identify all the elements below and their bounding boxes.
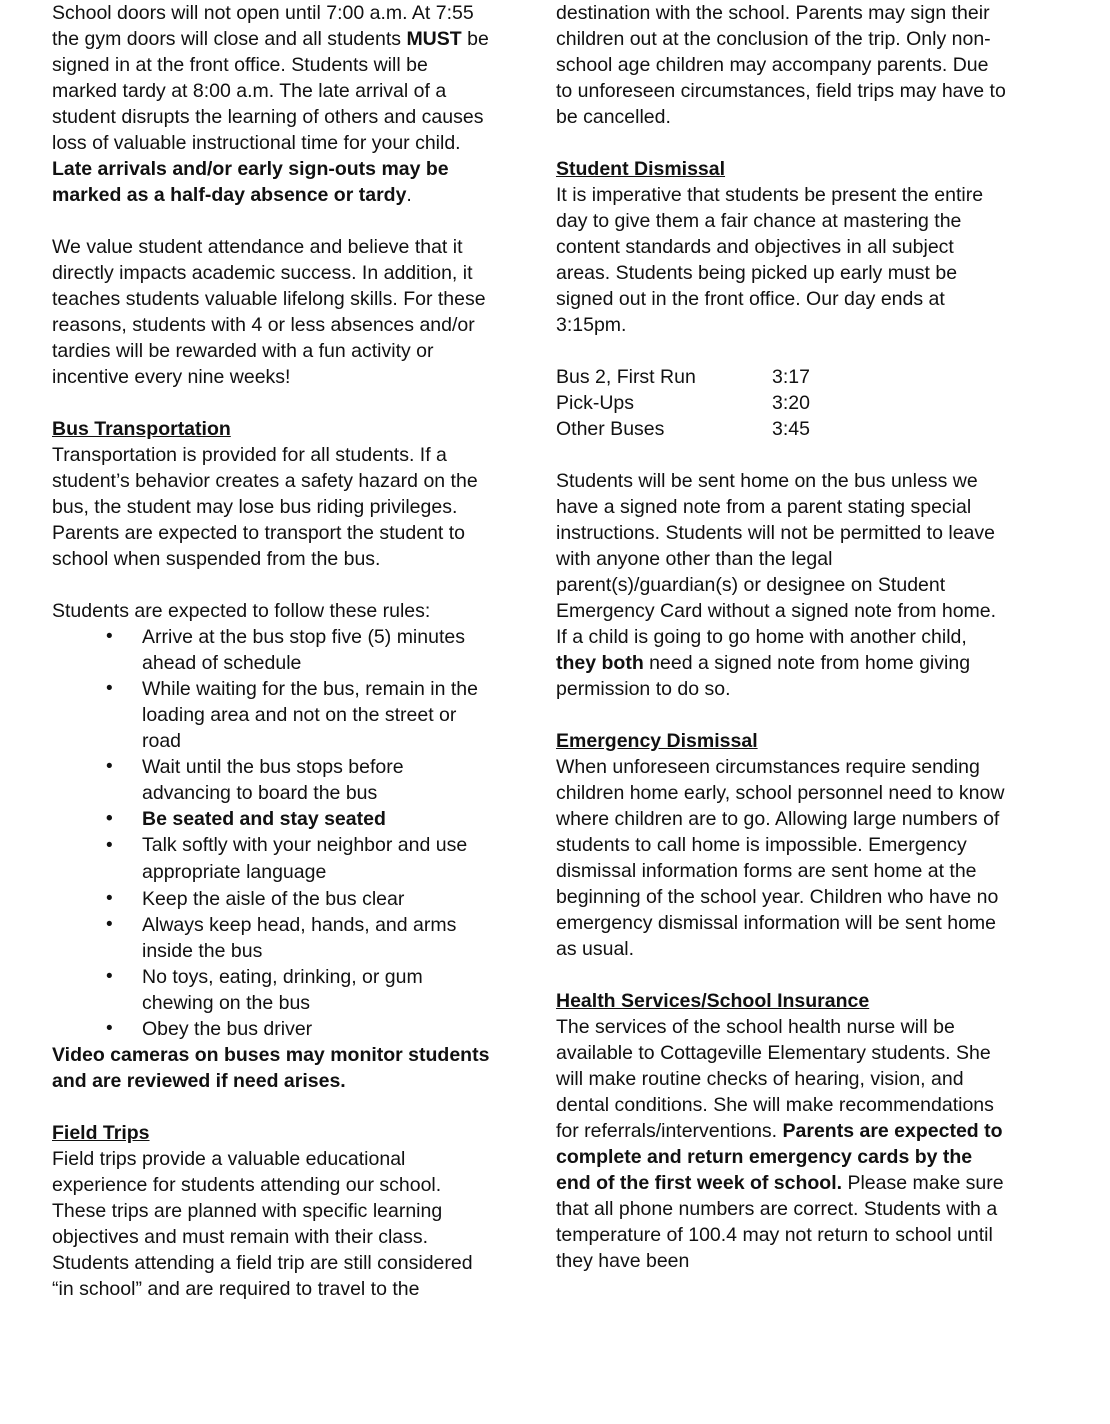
period: . bbox=[406, 184, 412, 206]
list-item: • Talk softly with your neighbor and use appropriate language bbox=[142, 832, 492, 886]
bus-home-note: Students will be sent home on the bus unless we have a signed note from a parent stating special instructions. Students will not be permitted to leave with anyone other than the legal parent(s)/guardian(s) or designee on Student Emergency Card without a signed note from home. If a child is going to go home with another child, they both need a signed note from home giving permission to do so. bbox=[556, 470, 997, 700]
bus-transportation-text: Transportation is provided for all students. If a student’s behavior creates a safety hazard on the bus, the student may lose bus riding privileges. Parents are expected to transport the student to school when suspended from the bus. bbox=[52, 444, 478, 570]
health-services-text: The services of the school health nurse will be available to Cottageville Elementary students. She will make routine checks of hearing, vision, and dental conditions. She will make recommendations for referrals/interventions. Parents are expected to complete and return emergency cards by the end of the first week of school. Please make sure that all phone numbers are correct. Students with a temperature of 100.4 may not return to school until they have been bbox=[556, 1016, 1004, 1272]
list-item: • While waiting for the bus, remain in the loading area and not on the street or road bbox=[142, 676, 492, 754]
arrival-text: School doors will not open until 7:00 a.m. At 7:55 the gym doors will close and all students bbox=[52, 2, 474, 50]
must-emphasis: MUST bbox=[406, 28, 462, 50]
list-item: • Always keep head, hands, and arms inside the bus bbox=[142, 912, 492, 964]
list-item: • Wait until the bus stops before advancing to board the bus bbox=[142, 754, 492, 806]
schedule-label: Other Buses bbox=[556, 418, 665, 440]
health-services-heading: Health Services/School Insurance bbox=[556, 990, 870, 1012]
list-item: • Arrive at the bus stop five (5) minutes ahead of schedule bbox=[142, 624, 492, 676]
list-item: • Be seated and stay seated bbox=[142, 806, 492, 832]
schedule-time: 3:20 bbox=[772, 392, 810, 414]
right-column bbox=[556, 0, 1006, 1274]
table-row bbox=[556, 364, 856, 390]
list-item: • No toys, eating, drinking, or gum chewing on the bus bbox=[142, 964, 492, 1016]
arrival-text-cont: be signed in at the front office. Students will be marked tardy at 8:00 a.m. The late arrival of a student disrupts the learning of others and causes loss of valuable instructional time for your child. bbox=[52, 28, 489, 154]
bus-rules-intro: Students are expected to follow these rules: bbox=[52, 600, 431, 622]
attendance-paragraph: We value student attendance and believe that it directly impacts academic success. In addition, it teaches students valuable lifelong skills. For these reasons, students with 4 or less absences and/or tardies will be rewarded with a fun activity or incentive every nine weeks! bbox=[52, 236, 486, 388]
schedule-label: Bus 2, First Run bbox=[556, 366, 696, 388]
arrival-paragraph bbox=[52, 0, 492, 208]
emergency-dismissal-heading: Emergency Dismissal bbox=[556, 730, 758, 752]
emergency-dismissal-text: When unforeseen circumstances require sending children home early, school personnel need to know where children are to go. Allowing large numbers of students to call home is impossible. Emergency dismissal information forms are sent home at the beginning of the school year. Children who have no emergency dismissal information will be sent home as usual. bbox=[556, 756, 1005, 960]
schedule-label: Pick-Ups bbox=[556, 392, 635, 414]
field-trips-continued: destination with the school. Parents may sign their children out at the conclusion of the trip. Only non-school age children may accompany parents. Due to unforeseen circumstances, field trips may have to be cancelled. bbox=[556, 2, 1006, 128]
late-arrival-warning: Late arrivals and/or early sign-outs may be marked as a half-day absence or tardy bbox=[52, 158, 449, 206]
bus-rules-list bbox=[52, 624, 492, 1042]
camera-note: Video cameras on buses may monitor students and are reviewed if need arises. bbox=[52, 1044, 490, 1092]
bus-transportation-heading: Bus Transportation bbox=[52, 418, 231, 440]
left-column bbox=[52, 0, 492, 1302]
list-item: • Keep the aisle of the bus clear bbox=[142, 886, 492, 912]
table-row bbox=[556, 416, 856, 442]
table-row bbox=[556, 390, 856, 416]
dismissal-schedule bbox=[556, 364, 856, 442]
field-trips-heading: Field Trips bbox=[52, 1122, 150, 1144]
list-item: • Obey the bus driver bbox=[142, 1016, 492, 1042]
student-dismissal-text: It is imperative that students be present the entire day to give them a fair chance at mastering the content standards and objectives in all subject areas. Students being picked up early must be signed out in the front office. Our day ends at 3:15pm. bbox=[556, 184, 984, 336]
field-trips-text: Field trips provide a valuable educational experience for students attending our school. These trips are planned with specific learning objectives and must remain with their class. Students attending a field trip are still considered “in school” and are required to travel to the bbox=[52, 1148, 473, 1300]
student-dismissal-heading: Student Dismissal bbox=[556, 158, 726, 180]
schedule-time: 3:17 bbox=[772, 366, 810, 388]
schedule-time: 3:45 bbox=[772, 418, 810, 440]
